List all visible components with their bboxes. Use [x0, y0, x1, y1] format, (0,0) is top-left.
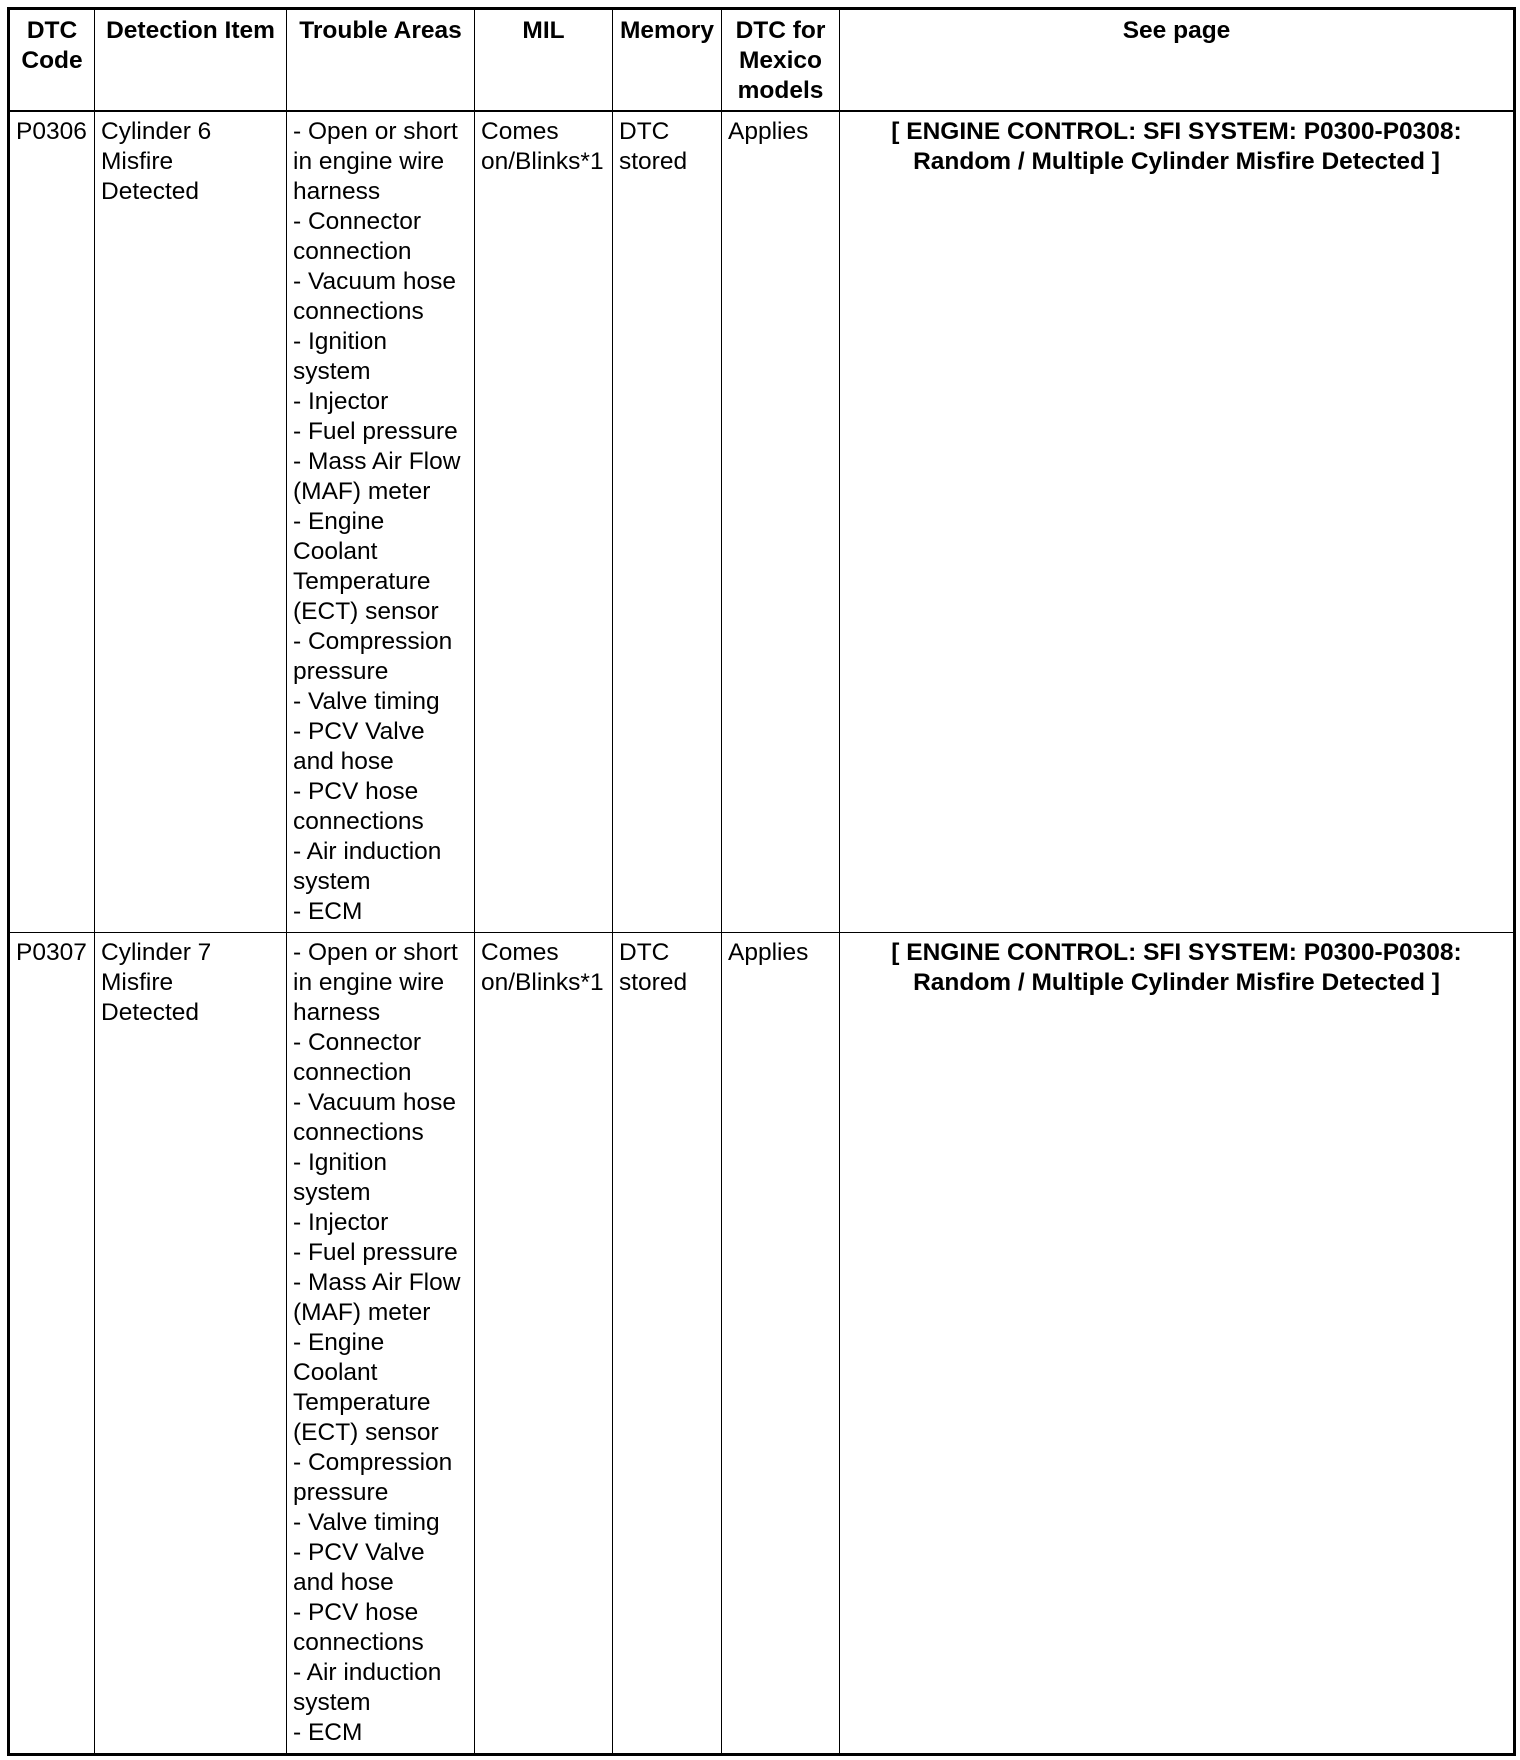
cell-line: (ECT) sensor: [293, 1419, 439, 1446]
cell-line: - ECM: [293, 898, 363, 925]
cell-line: models: [737, 77, 824, 104]
cell-line: connections: [293, 1629, 424, 1656]
header-dtc-mexico: [722, 9, 840, 112]
mil-cell: [475, 111, 613, 933]
cell-line: - PCV hose: [293, 1599, 419, 1626]
detection-item-cell: [95, 111, 287, 933]
header-trouble-areas: [287, 9, 475, 112]
cell-line: connections: [293, 298, 424, 325]
cell-line: Random / Multiple Cylinder Misfire Detected ]: [913, 148, 1440, 175]
cell-line: - PCV hose: [293, 778, 419, 805]
cell-line: (MAF) meter: [293, 478, 431, 505]
dtc-code-cell: P0307: [9, 933, 95, 1755]
cell-line: Detected: [101, 178, 200, 205]
header-mil: [475, 9, 613, 112]
cell-line: on/Blinks*1: [481, 969, 604, 996]
header-detection-item: [95, 9, 287, 112]
cell-line: Mexico: [738, 47, 823, 74]
cell-line: - Fuel pressure: [293, 418, 458, 445]
cell-line: - Compression: [293, 628, 453, 655]
cell-line: Detected: [101, 999, 200, 1026]
cell-line: and hose: [293, 748, 394, 775]
table-row: [9, 111, 1515, 933]
mexico-cell: [722, 111, 840, 933]
cell-line: pressure: [293, 658, 389, 685]
cell-line: Detection Item: [106, 17, 275, 44]
cell-line: [ ENGINE CONTROL: SFI SYSTEM: P0300-P0308:: [891, 939, 1462, 966]
see-page-link[interactable]: [840, 933, 1515, 1755]
table-row: [9, 933, 1515, 1755]
cell-line: (MAF) meter: [293, 1299, 431, 1326]
cell-line: - Air induction: [293, 838, 442, 865]
cell-line: Cylinder 6: [101, 118, 212, 145]
memory-cell: [613, 933, 722, 1755]
cell-line: pressure: [293, 1479, 389, 1506]
cell-line: system: [293, 868, 371, 895]
trouble-areas-cell: [287, 933, 475, 1755]
cell-line: Code: [21, 47, 83, 74]
cell-line: stored: [619, 148, 688, 175]
header-see-page: [840, 9, 1515, 112]
cell-line: connections: [293, 808, 424, 835]
cell-line: in engine wire: [293, 148, 445, 175]
cell-line: - Open or short: [293, 939, 458, 966]
dtc-table: [7, 7, 1516, 1756]
cell-line: harness: [293, 178, 381, 205]
cell-line: on/Blinks*1: [481, 148, 604, 175]
cell-line: - Open or short: [293, 118, 458, 145]
memory-cell: [613, 111, 722, 933]
cell-line: and hose: [293, 1569, 394, 1596]
cell-line: Applies: [728, 939, 809, 966]
cell-line: - Injector: [293, 388, 389, 415]
cell-line: - Ignition: [293, 1149, 387, 1176]
cell-line: - Connector: [293, 1029, 422, 1056]
cell-line: Temperature: [293, 568, 431, 595]
cell-line: - PCV Valve: [293, 718, 425, 745]
cell-line: harness: [293, 999, 381, 1026]
cell-line: MIL: [522, 17, 565, 44]
cell-line: Misfire: [101, 969, 174, 996]
cell-line: - Mass Air Flow: [293, 1269, 461, 1296]
cell-line: - Engine: [293, 508, 385, 535]
cell-line: - Fuel pressure: [293, 1239, 458, 1266]
cell-line: system: [293, 1689, 371, 1716]
cell-line: - Valve timing: [293, 688, 440, 715]
cell-line: - Ignition: [293, 328, 387, 355]
mexico-cell: [722, 933, 840, 1755]
cell-line: Trouble Areas: [299, 17, 462, 44]
cell-line: Misfire: [101, 148, 174, 175]
cell-line: - Connector: [293, 208, 422, 235]
cell-line: See page: [1122, 17, 1231, 44]
header-row: [9, 9, 1515, 112]
cell-line: [ ENGINE CONTROL: SFI SYSTEM: P0300-P0308:: [891, 118, 1462, 145]
cell-line: - PCV Valve: [293, 1539, 425, 1566]
cell-line: DTC for: [735, 17, 826, 44]
cell-line: DTC: [26, 17, 78, 44]
header-memory: [613, 9, 722, 112]
cell-line: Applies: [728, 118, 809, 145]
cell-line: DTC: [619, 939, 670, 966]
cell-line: connection: [293, 1059, 412, 1086]
cell-line: connection: [293, 238, 412, 265]
cell-line: stored: [619, 969, 688, 996]
cell-line: - Mass Air Flow: [293, 448, 461, 475]
cell-line: Coolant: [293, 538, 378, 565]
detection-item-cell: [95, 933, 287, 1755]
cell-line: system: [293, 1179, 371, 1206]
cell-line: Cylinder 7: [101, 939, 212, 966]
cell-line: Temperature: [293, 1389, 431, 1416]
cell-line: DTC: [619, 118, 670, 145]
cell-line: - ECM: [293, 1719, 363, 1746]
header-dtc-code: [9, 9, 95, 112]
mil-cell: [475, 933, 613, 1755]
cell-line: Comes: [481, 939, 559, 966]
cell-line: Coolant: [293, 1359, 378, 1386]
cell-line: - Valve timing: [293, 1509, 440, 1536]
cell-line: - Engine: [293, 1329, 385, 1356]
trouble-areas-cell: [287, 111, 475, 933]
cell-line: system: [293, 358, 371, 385]
cell-line: - Compression: [293, 1449, 453, 1476]
cell-line: - Injector: [293, 1209, 389, 1236]
cell-line: Random / Multiple Cylinder Misfire Detected ]: [913, 969, 1440, 996]
cell-line: Comes: [481, 118, 559, 145]
cell-line: Memory: [620, 17, 714, 44]
see-page-link[interactable]: [840, 111, 1515, 933]
cell-line: - Vacuum hose: [293, 268, 456, 295]
dtc-code-cell: P0306: [9, 111, 95, 933]
cell-line: - Vacuum hose: [293, 1089, 456, 1116]
cell-line: connections: [293, 1119, 424, 1146]
cell-line: in engine wire: [293, 969, 445, 996]
cell-line: (ECT) sensor: [293, 598, 439, 625]
cell-line: - Air induction: [293, 1659, 442, 1686]
